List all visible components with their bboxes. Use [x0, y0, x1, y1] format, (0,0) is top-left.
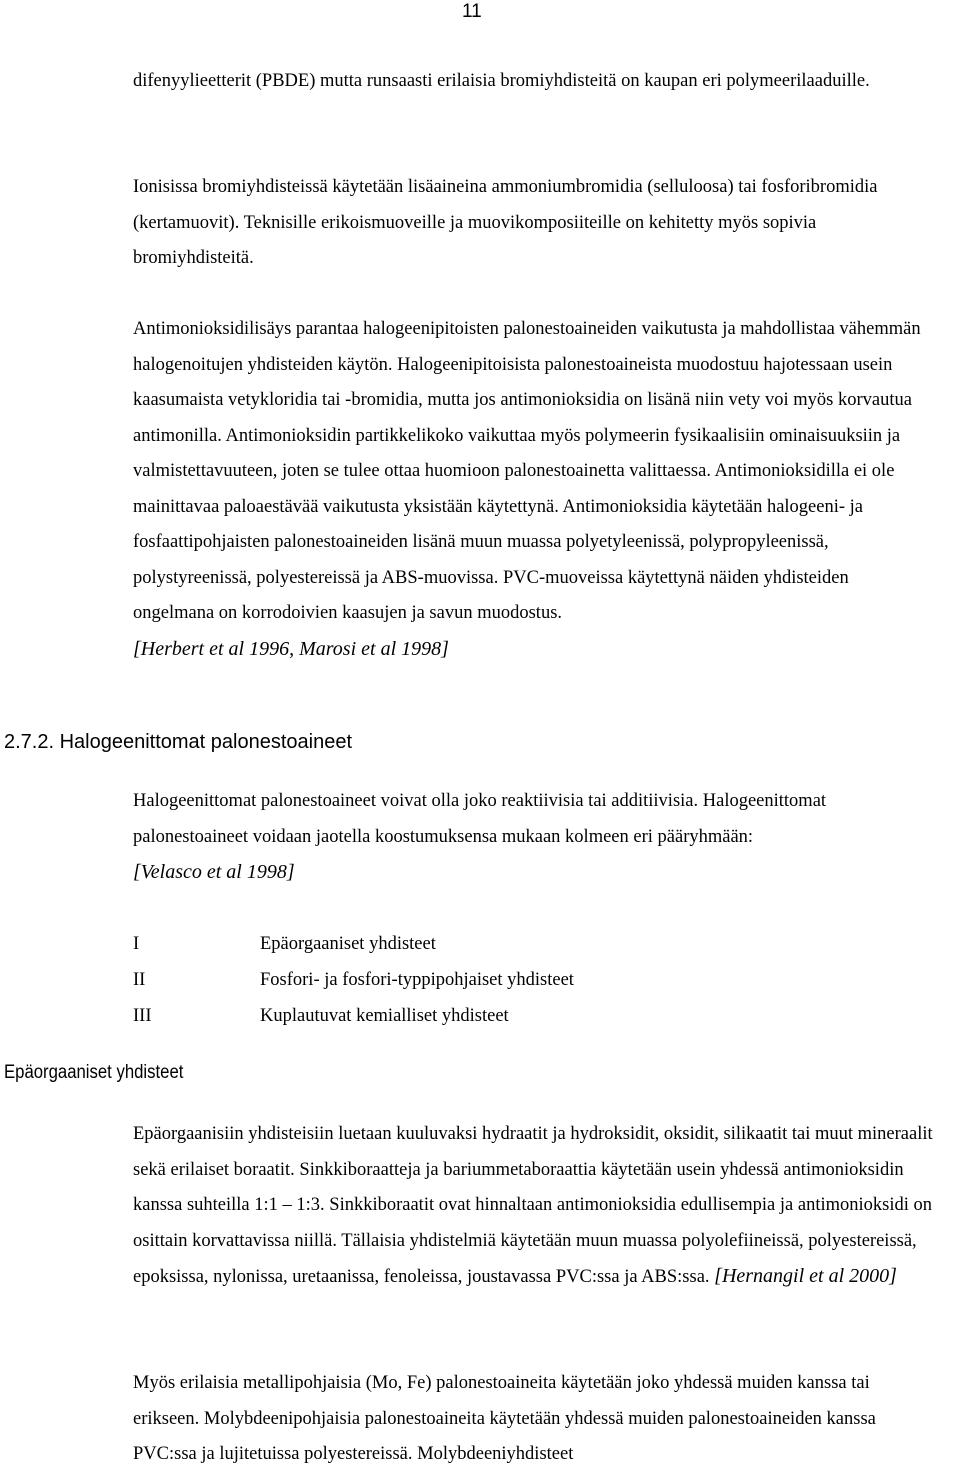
subsection-heading: Epäorgaaniset yhdisteet — [4, 1062, 184, 1083]
paragraph-antimony-oxide — [133, 312, 933, 668]
group-number: II — [133, 970, 146, 990]
paragraph-inorganic — [133, 1117, 933, 1296]
paragraph-halogen-free — [133, 784, 933, 892]
paragraph-ionic-bromine: Ionisissa bromiyhdisteissä käytetään lisäaineina ammoniumbromidia (selluloosa) tai fosforibromidia (kertamuovit). Teknisille erikoismuoveille ja muovikomposiiteille on kehitetty myös sopivia bromiyhdisteitä. — [133, 177, 878, 268]
paragraph-pbde: difenyylieetterit (PBDE) mutta runsaasti erilaisia bromiyhdisteitä on kaupan eri polymeerilaaduille. — [133, 71, 870, 91]
citation: [Herbert et al 1996, Marosi et al 1998] — [133, 637, 449, 660]
citation: [Velasco et al 1998] — [133, 861, 295, 883]
paragraph-text: Halogeenittomat palonestoaineet voivat olla joko reaktiivisia tai additiivisia. Halogeenittomat palonestoaineet voidaan jaotella koostumuksensa mukaan kolmeen eri pääryhmään: — [133, 791, 827, 847]
paragraph-text: Epäorgaanisiin yhdisteisiin luetaan kuuluvaksi hydraatit ja hydroksidit, oksidit, silikaatit tai muut mineraalit sekä erilaiset boraatit. Sinkkiboraatteja ja bariummetaboraattia käytetään usein yhdessä antimonioksidin kanssa suhteilla 1:1 – 1:3. Sinkkiboraatit ovat hinnaltaan antimonioksidia edullisempia ja antimonioksidi on osittain korvattavissa niillä. Tällaisia yhdistelmiä käytetään muun muassa polyolefiineissä, polyestereissä, epoksissa, nylonissa, uretaanissa, fenoleissa, joustavassa PVC:ssa ja ABS:ssa. — [133, 1124, 933, 1287]
list-item — [133, 962, 833, 998]
paragraph-text: Antimonioksidilisäys parantaa halogeenipitoisten palonestoaineiden vaikutusta ja mahdollistaa vähemmän halogenoitujen yhdisteiden käytön. Halogeenipitoisista palonestoaineista muodostuu hajotessaan usein kaasumaista vetykloridia tai -bromidia, mutta jos antimonioksidia on lisänä niin vety voi myös korvautua antimonilla. Antimonioksidin partikkelikoko vaikuttaa myös polymeerin fysikaalisiin ominaisuuksiin ja valmistettavuuteen, joten se tulee ottaa huomioon palonestoainetta valittaessa. Antimonioksidilla ei ole mainittavaa paloaestävää vaikutusta yksistään käytettynä. Antimonioksidia käytetään halogeeni- ja fosfaattipohjaisten palonestoaineiden lisänä muun muassa polyetyleenissä, polypropyleenissä, polystyreenissä, polyestereissä ja ABS-muovissa. PVC-muoveissa käytettynä näiden yhdisteiden ongelmana on korrodoivien kaasujen ja savun muodostus. — [133, 319, 921, 623]
paragraph-metal-based: Myös erilaisia metallipohjaisia (Mo, Fe) palonestoaineita käytetään joko yhdessä muiden kanssa tai erikseen. Molybdeenipohjaisia palonestoaineita käytetään yhdessä muiden palonestoaineiden kanssa PVC:ssa ja lujitetuissa polyestereissä. Molybdeeniyhdisteet — [133, 1373, 876, 1464]
group-number: I — [133, 934, 140, 954]
list-item — [133, 926, 833, 962]
group-list — [133, 926, 833, 1034]
group-label: Kuplautuvat kemialliset yhdisteet — [260, 1006, 509, 1026]
group-number: III — [133, 1006, 152, 1026]
section-heading: 2.7.2. Halogeenittomat palonestoaineet — [4, 731, 353, 753]
page-number: 11 — [462, 1, 482, 22]
group-label: Epäorgaaniset yhdisteet — [260, 934, 436, 954]
citation: [Hernangil et al 2000] — [714, 1265, 897, 1287]
list-item — [133, 998, 833, 1034]
group-label: Fosfori- ja fosfori-typpipohjaiset yhdisteet — [260, 970, 574, 990]
